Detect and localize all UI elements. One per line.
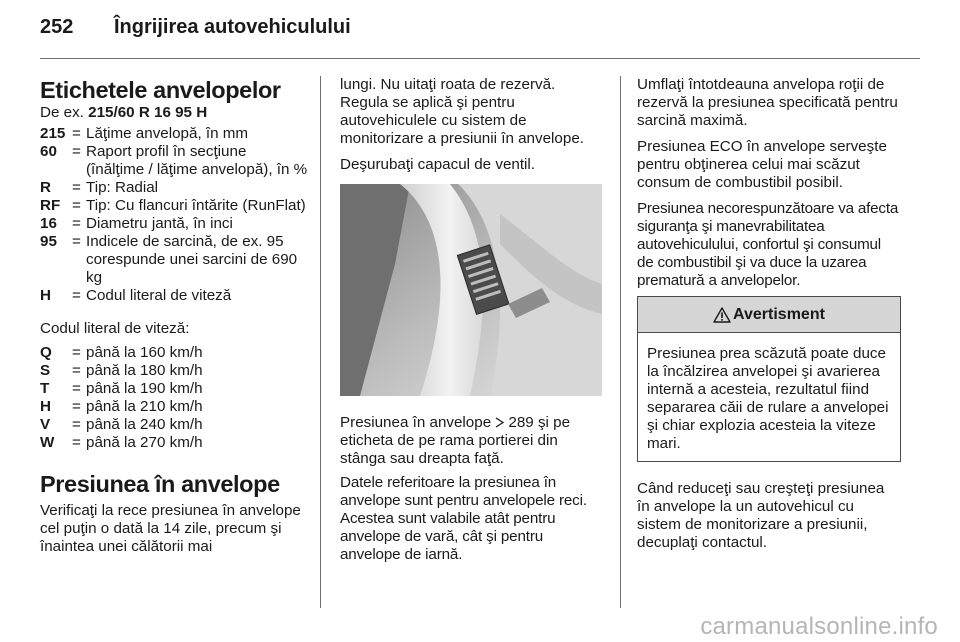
section-heading-tire-pressure: Presiunea în anvelope	[40, 471, 280, 497]
column-3	[637, 76, 901, 558]
paragraph-spare-inflation: Umflaţi întotdeauna anvelopa roţii de rezervă la presiunea specificată pentru sarcină maximă.	[637, 76, 898, 129]
example-prefix: De ex.	[40, 104, 84, 121]
door-frame-illustration	[340, 184, 602, 396]
paragraph-cold-tires: Datele referitoare la presiunea în anvelope sunt pentru anvelopele reci. Acestea sunt valabile atât pentru anvelope de vară, cât şi pentru anvelope de iarnă.	[340, 474, 587, 563]
speed-row: Q = până la 160 km/h	[40, 344, 203, 361]
column-divider-2	[620, 76, 621, 608]
tire-code-example	[40, 104, 308, 122]
warning-text: Presiunea prea scăzută poate duce la încălzirea anvelopei şi avarierea internă a acesteia, rezultatul fiind separarea căii de rulare a anvelopei şi chiar explozia acesteia la viteze mari.	[647, 345, 889, 452]
definition-row: 16 = Diametru jantă, în inci	[40, 215, 233, 232]
column-2	[340, 76, 602, 570]
warning-triangle-icon	[713, 307, 731, 323]
header-divider	[40, 58, 920, 59]
page-reference-arrow-icon	[495, 417, 504, 428]
speed-row: T = până la 190 km/h	[40, 380, 203, 397]
paragraph-spare-wheel: lungi. Nu uitaţi roata de rezervă. Regula se aplică şi pentru autovehiculele cu sistem de monitorizare a presiunii în anvelope.	[340, 76, 584, 147]
column-1	[40, 76, 308, 562]
column-divider-1	[320, 76, 321, 608]
page-reference-link[interactable]: 289	[508, 414, 534, 431]
paragraph-monitoring-system: Când reduceţi sau creşteţi presiunea în anvelope la un autovehicul cu sistem de monitorizare a presiunii, decuplaţi contactul.	[637, 480, 885, 551]
tire-code-definitions	[40, 125, 308, 305]
warning-box	[637, 296, 901, 462]
paragraph-eco-pressure: Presiunea ECO în anvelope serveşte pentru obţinerea celui mai scăzut consum de combustibil posibil.	[637, 138, 887, 191]
paragraph-incorrect-pressure: Presiunea necorespunzătoare va afecta siguranţa şi manevrabilitatea autovehiculului, confortul şi consumul de combustibil şi va duce la uzarea prematură a anvelopelor.	[637, 200, 899, 289]
definition-row: H = Codul literal de viteză	[40, 287, 232, 304]
door-frame-label-photo	[340, 184, 602, 396]
warning-title: Avertisment	[733, 305, 825, 323]
definition-row: RF = Tip: Cu flancuri întărite (RunFlat)	[40, 197, 306, 214]
caption-pressure-reference: Presiunea în anvelope 289 şi pe eticheta de pe rama portierei din stânga sau dreapta faţă.	[340, 414, 571, 467]
speed-row: W = până la 270 km/h	[40, 434, 203, 451]
paragraph-valve-cap: Deşurubaţi capacul de ventil.	[340, 156, 536, 173]
warning-header	[638, 297, 900, 333]
speed-code-list	[40, 344, 308, 452]
speed-row: V = până la 240 km/h	[40, 416, 203, 433]
page-header	[40, 18, 920, 58]
watermark: carmanualsonline.info	[700, 613, 938, 640]
section-heading-tire-labels: Etichetele anvelopelor	[40, 77, 281, 103]
page-number: 252	[40, 16, 74, 38]
definition-row: 215 = Lăţime anvelopă, în mm	[40, 125, 249, 142]
speed-code-intro: Codul literal de viteză:	[40, 320, 190, 337]
speed-row: H = până la 210 km/h	[40, 398, 203, 415]
definition-row: R = Tip: Radial	[40, 179, 159, 196]
speed-row: S = până la 180 km/h	[40, 362, 203, 379]
chapter-title: Îngrijirea autovehiculului	[114, 16, 351, 38]
definition-row: 95 = Indicele de sarcină, de ex. 95 corespunde unei sarcini de 690 kg	[40, 233, 298, 286]
example-code: 215/60 R 16 95 H	[88, 104, 208, 121]
definition-row: 60 = Raport profil în secţiune (înălţime / lăţime anvelopă), în %	[40, 143, 308, 178]
pressure-intro-paragraph: Verificaţi la rece presiunea în anvelope cel puţin o dată la 14 zile, precum şi înaintea unei călătorii mai	[40, 502, 301, 555]
